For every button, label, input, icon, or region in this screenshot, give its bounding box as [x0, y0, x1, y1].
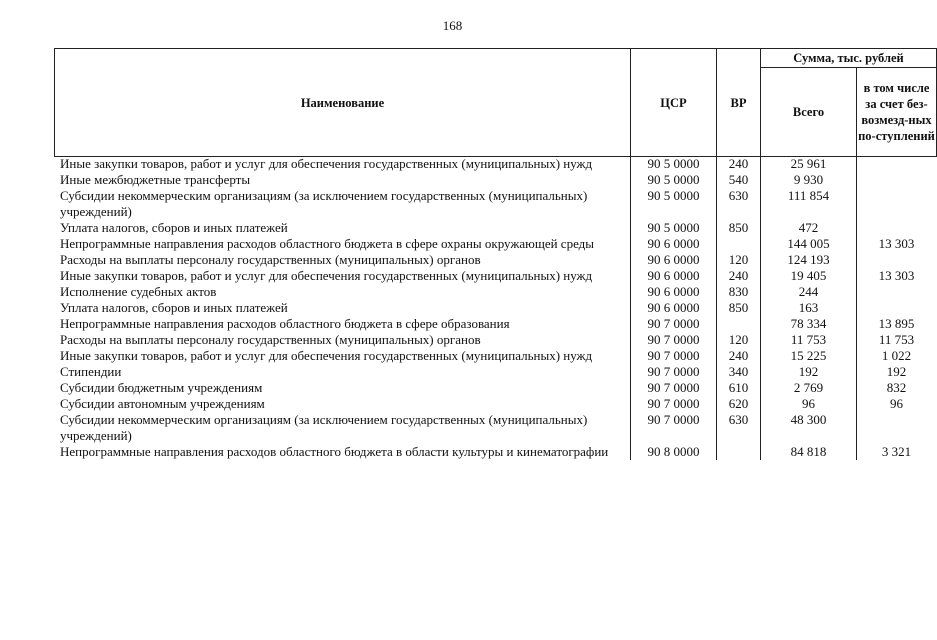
header-csr: ЦСР [630, 48, 717, 157]
cell-vr [716, 444, 760, 460]
cell-csr: 90 5 0000 [630, 172, 716, 188]
cell-free [856, 220, 936, 236]
cell-free: 11 753 [856, 332, 936, 348]
cell-csr: 90 7 0000 [630, 364, 716, 380]
header-free: в том числе за счет без-возмезд-ных по-ступлений [856, 67, 937, 157]
table-row [54, 412, 936, 444]
cell-free [856, 188, 936, 220]
cell-total: 48 300 [760, 412, 856, 444]
cell-total: 2 769 [760, 380, 856, 396]
cell-total: 78 334 [760, 316, 856, 332]
table-row [54, 220, 936, 236]
cell-total: 19 405 [760, 268, 856, 284]
cell-name: Непрограммные направления расходов областного бюджета в сфере образования [60, 316, 510, 331]
cell-name: Исполнение судебных актов [60, 284, 217, 299]
cell-total: 163 [760, 300, 856, 316]
cell-free: 13 303 [856, 236, 936, 252]
cell-name: Стипендии [60, 364, 122, 379]
cell-free [856, 412, 936, 444]
cell-vr: 620 [716, 396, 760, 412]
cell-csr: 90 7 0000 [630, 412, 716, 444]
cell-vr [716, 236, 760, 252]
cell-name: Иные закупки товаров, работ и услуг для обеспечения государственных (муниципальных) нужд [60, 268, 593, 283]
cell-csr: 90 6 0000 [630, 236, 716, 252]
cell-name: Расходы на выплаты персоналу государственных (муниципальных) органов [60, 252, 481, 267]
cell-free: 1 022 [856, 348, 936, 364]
cell-csr: 90 6 0000 [630, 300, 716, 316]
cell-csr: 90 8 0000 [630, 444, 716, 460]
cell-total: 15 225 [760, 348, 856, 364]
cell-vr: 340 [716, 364, 760, 380]
cell-vr: 120 [716, 252, 760, 268]
cell-vr: 850 [716, 220, 760, 236]
table-row [54, 284, 936, 300]
header-total: Всего [760, 67, 857, 157]
cell-vr: 240 [716, 156, 760, 172]
cell-csr: 90 5 0000 [630, 220, 716, 236]
table-row [54, 268, 936, 284]
table-row [54, 188, 936, 220]
cell-name: Субсидии бюджетным учреждениям [60, 380, 263, 395]
cell-name: Субсидии некоммерческим организациям (за исключением государственных (муниципальных) учреждений) [60, 188, 588, 219]
cell-name: Иные закупки товаров, работ и услуг для обеспечения государственных (муниципальных) нужд [60, 156, 593, 171]
table-row [54, 332, 936, 348]
cell-vr: 630 [716, 188, 760, 220]
cell-name: Уплата налогов, сборов и иных платежей [60, 220, 288, 235]
cell-vr: 610 [716, 380, 760, 396]
cell-vr [716, 316, 760, 332]
cell-name: Субсидии некоммерческим организациям (за исключением государственных (муниципальных) учреждений) [60, 412, 588, 443]
cell-free: 3 321 [856, 444, 936, 460]
cell-csr: 90 5 0000 [630, 188, 716, 220]
cell-total: 84 818 [760, 444, 856, 460]
cell-csr: 90 7 0000 [630, 332, 716, 348]
cell-total: 111 854 [760, 188, 856, 220]
table-row [54, 364, 936, 380]
cell-free: 832 [856, 380, 936, 396]
cell-free [856, 172, 936, 188]
cell-free: 13 303 [856, 268, 936, 284]
table-row [54, 348, 936, 364]
cell-vr: 240 [716, 268, 760, 284]
cell-free [856, 284, 936, 300]
table-row [54, 252, 936, 268]
cell-free [856, 156, 936, 172]
table-row [54, 172, 936, 188]
cell-csr: 90 7 0000 [630, 316, 716, 332]
cell-csr: 90 7 0000 [630, 396, 716, 412]
table-body [54, 156, 936, 460]
cell-total: 25 961 [760, 156, 856, 172]
cell-csr: 90 6 0000 [630, 268, 716, 284]
cell-vr: 540 [716, 172, 760, 188]
cell-name: Непрограммные направления расходов областного бюджета в сфере охраны окружающей среды [60, 236, 595, 251]
cell-total: 9 930 [760, 172, 856, 188]
cell-total: 124 193 [760, 252, 856, 268]
cell-name: Непрограммные направления расходов областного бюджета в области культуры и кинематографии [60, 444, 609, 459]
cell-vr: 830 [716, 284, 760, 300]
cell-name: Уплата налогов, сборов и иных платежей [60, 300, 288, 315]
cell-csr: 90 5 0000 [630, 156, 716, 172]
cell-vr: 240 [716, 348, 760, 364]
cell-free [856, 252, 936, 268]
cell-name: Субсидии автономным учреждениям [60, 396, 265, 411]
cell-total: 244 [760, 284, 856, 300]
table-row [54, 316, 936, 332]
page-number: 168 [442, 18, 463, 33]
cell-vr: 850 [716, 300, 760, 316]
table-row [54, 236, 936, 252]
cell-free: 13 895 [856, 316, 936, 332]
cell-csr: 90 7 0000 [630, 380, 716, 396]
table-row [54, 396, 936, 412]
header-name: Наименование [54, 48, 631, 157]
cell-name: Иные закупки товаров, работ и услуг для обеспечения государственных (муниципальных) нужд [60, 348, 593, 363]
cell-vr: 630 [716, 412, 760, 444]
cell-free: 96 [856, 396, 936, 412]
cell-csr: 90 6 0000 [630, 252, 716, 268]
cell-total: 96 [760, 396, 856, 412]
cell-total: 472 [760, 220, 856, 236]
cell-name: Расходы на выплаты персоналу государственных (муниципальных) органов [60, 332, 481, 347]
cell-total: 192 [760, 364, 856, 380]
table-row [54, 444, 936, 460]
cell-vr: 120 [716, 332, 760, 348]
table-row [54, 300, 936, 316]
cell-free: 192 [856, 364, 936, 380]
table-row [54, 380, 936, 396]
cell-name: Иные межбюджетные трансферты [60, 172, 251, 187]
cell-csr: 90 7 0000 [630, 348, 716, 364]
header-sum-group: Сумма, тыс. рублей [760, 48, 937, 68]
cell-total: 11 753 [760, 332, 856, 348]
table-row [54, 156, 936, 172]
cell-total: 144 005 [760, 236, 856, 252]
cell-free [856, 300, 936, 316]
header-vr: ВР [716, 48, 761, 157]
cell-csr: 90 6 0000 [630, 284, 716, 300]
